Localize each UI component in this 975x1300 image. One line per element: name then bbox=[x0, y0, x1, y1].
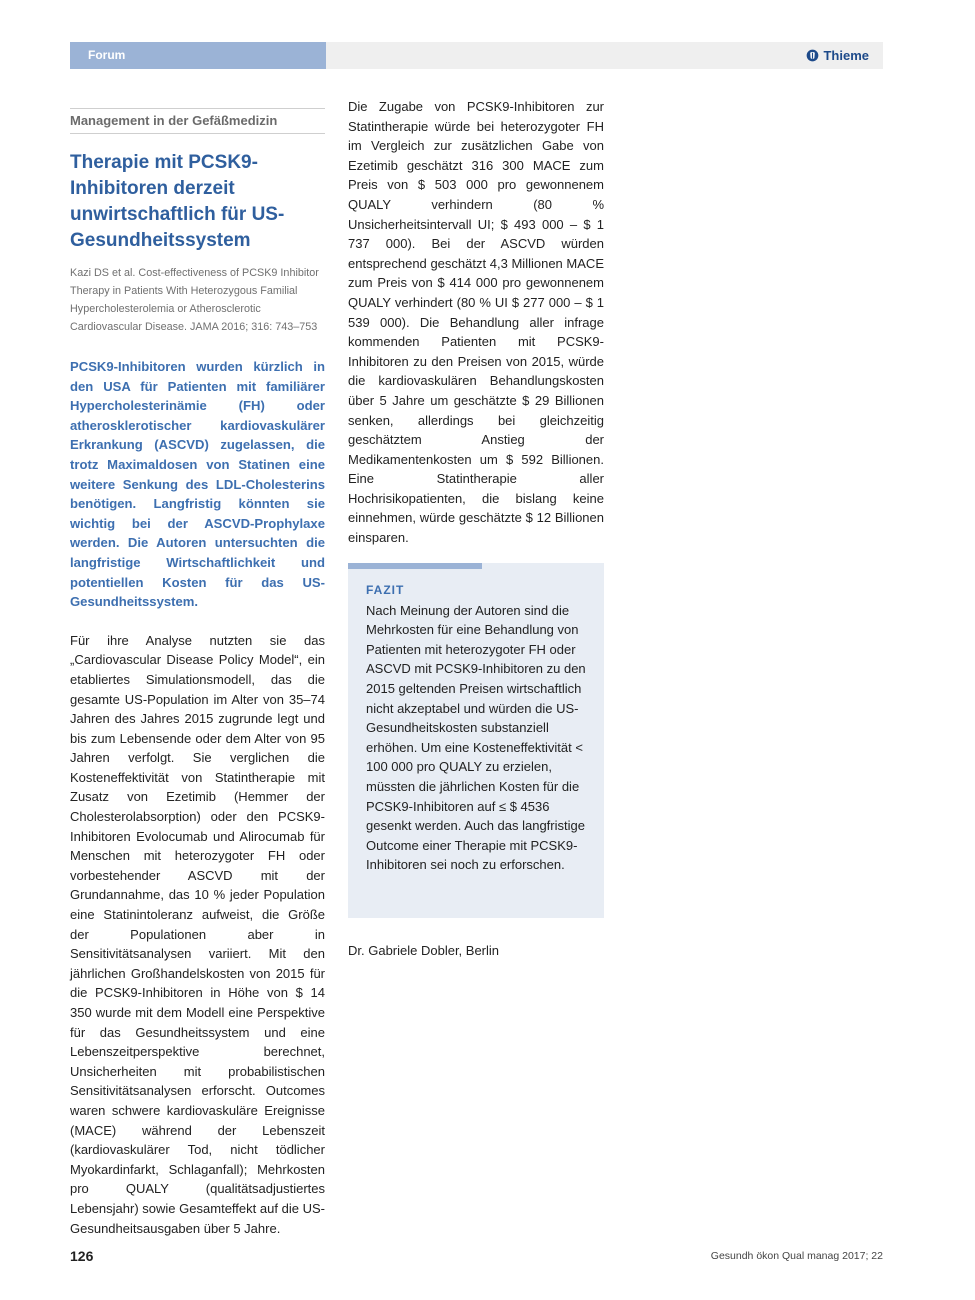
right-column bbox=[348, 97, 604, 958]
article-section-label: Management in der Gefäßmedizin bbox=[70, 108, 325, 134]
article-author: Dr. Gabriele Dobler, Berlin bbox=[348, 942, 500, 958]
section-tab: Forum bbox=[70, 42, 326, 69]
publisher-name: Thieme bbox=[823, 48, 869, 63]
article-citation: Kazi DS et al. Cost-effectiveness of PCSK9 Inhibitor Therapy in Patients With Heterozygous Familial Hypercholesterolemia or Atherosclerotic Cardiovascular Disease. JAMA 2016; 316: 743–753 bbox=[70, 267, 319, 333]
article-lead: PCSK9-Inhibitoren wurden kürzlich in den USA für Patienten mit familiärer Hypercholesterinämie (FH) oder atherosklerotischer kardiovaskulärer Erkrankung (ASCVD) zugelassen, die trotz Maximaldosen von Statinen eine weitere Senkung des LDL-Cholesterins benötigen. Langfristig könnten sie wichtig bei der ASCVD-Prophylaxe werden. Die Autoren untersuchten die langfristige Wirtschaftlichkeit und potentiellen Kosten für das US-Gesundheitssystem. bbox=[70, 359, 325, 610]
fazit-box bbox=[348, 563, 604, 918]
article-title: Therapie mit PCSK9-Inhibitoren derzeit unwirtschaftlich für US-Gesundheitssystem bbox=[70, 152, 285, 251]
fazit-text: Nach Meinung der Autoren sind die Mehrkosten für eine Behandlung von Patienten mit heterozygoter FH oder ASCVD mit PCSK9-Inhibitoren zu den 2015 geltenden Preisen wirtschaftlich nicht akzeptabel und würden die US-Gesundheitskosten substanziell erhöhen. Um eine Kosteneffektivität < 100 000 pro QUALY zu erzielen, müssten die jährlichen Kosten für die PCSK9-Inhibitoren auf ≤ $ 4536 gesenkt werden. Auch das langfristige Outcome einer Therapie mit PCSK9-Inhibitoren sei noch zu erforschen. bbox=[366, 602, 586, 873]
page-header bbox=[70, 42, 883, 69]
article-body-right: Die Zugabe von PCSK9-Inhibitoren zur Statintherapie würde bei heterozygoter FH im Vergleich zur zusätzlichen Gabe von Ezetimib geschätzt 316 300 MACE zum Preis von $ 503 000 pro gewonnenem QUALY verhindern (80 % Unsicherheitsintervall UI; $ 493 000 – $ 1 737 000). Bei der ASCVD würden entsprechend geschätzt 4,3 Millionen MACE zum Preis von $ 414 000 pro gewonnenem QUALY verhindert (80 % UI $ 277 000 – $ 1 539 000). Die Behandlung aller infrage kommenden Patienten mit PCSK9-Inhibitoren zu den Preisen von 2015, würde die kardiovaskulären Behandlungskosten über 5 Jahre um geschätzte $ 29 Billionen senken, allerdings bei gleichzeitig geschätztem Anstieg der Medikamentenkosten um $ 592 Billionen. Eine Statintherapie aller Hochrisikopatienten, die bislang keine einnehmen, würde geschätzte $ 12 Billionen einsparen. bbox=[348, 99, 604, 546]
page-number: 126 bbox=[70, 1248, 94, 1264]
thieme-logo-icon bbox=[806, 49, 819, 62]
fazit-accent-bar bbox=[348, 563, 482, 569]
left-column bbox=[70, 108, 325, 1238]
article-body-left: Für ihre Analyse nutzten sie das „Cardiovascular Disease Policy Model“, ein etabliertes Simulationsmodell, das die gesamte US-Population im Alter von 35–74 Jahren des Jahres 2015 zugrunde legt und bis zum Lebensende oder dem Alter von 95 Jahren verfolgt. Sie verglichen die Kosteneffektivität von Statintherapie mit Zusatz von Ezetimib (Hemmer der Cholesterolabsorption) oder den PCSK9-Inhibitoren Evolocumab und Alirocumab für Menschen mit heterozygoter FH oder vorbestehender ASCVD mit der Grundannahme, das 10 % jeder Population eine Statinintoleranz aufweist, die Größe der Populationen aber in Sensitivitätsanalysen variiert. Mit den jährlichen Großhandelskosten von 2015 für die PCSK9-Inhibitoren in Höhe von $ 14 350 wurde mit dem Modell eine Perspektive für das Gesundheitssystem und eine Lebenszeitperspektive berechnet, Unsicherheiten mit probabilistischen Sensitivitätsanalysen erforscht. Outcomes waren schwere kardiovaskuläre Ereignisse (MACE) während der Lebenszeit (kardiovaskulärer Tod, nicht tödlicher Myokardinfarkt, Schlaganfall); Mehrkosten pro QUALY (qualitätsadjustiertes Lebensjahr) sowie Gesamteffekt auf die US-Gesundheitsausgaben über 5 Jahre. bbox=[70, 632, 325, 1236]
publisher-logo bbox=[806, 42, 869, 69]
journal-citation: Gesundh ökon Qual manag 2017; 22 bbox=[710, 1250, 883, 1262]
fazit-heading: FAZIT bbox=[366, 582, 405, 597]
header-bar bbox=[326, 42, 883, 69]
